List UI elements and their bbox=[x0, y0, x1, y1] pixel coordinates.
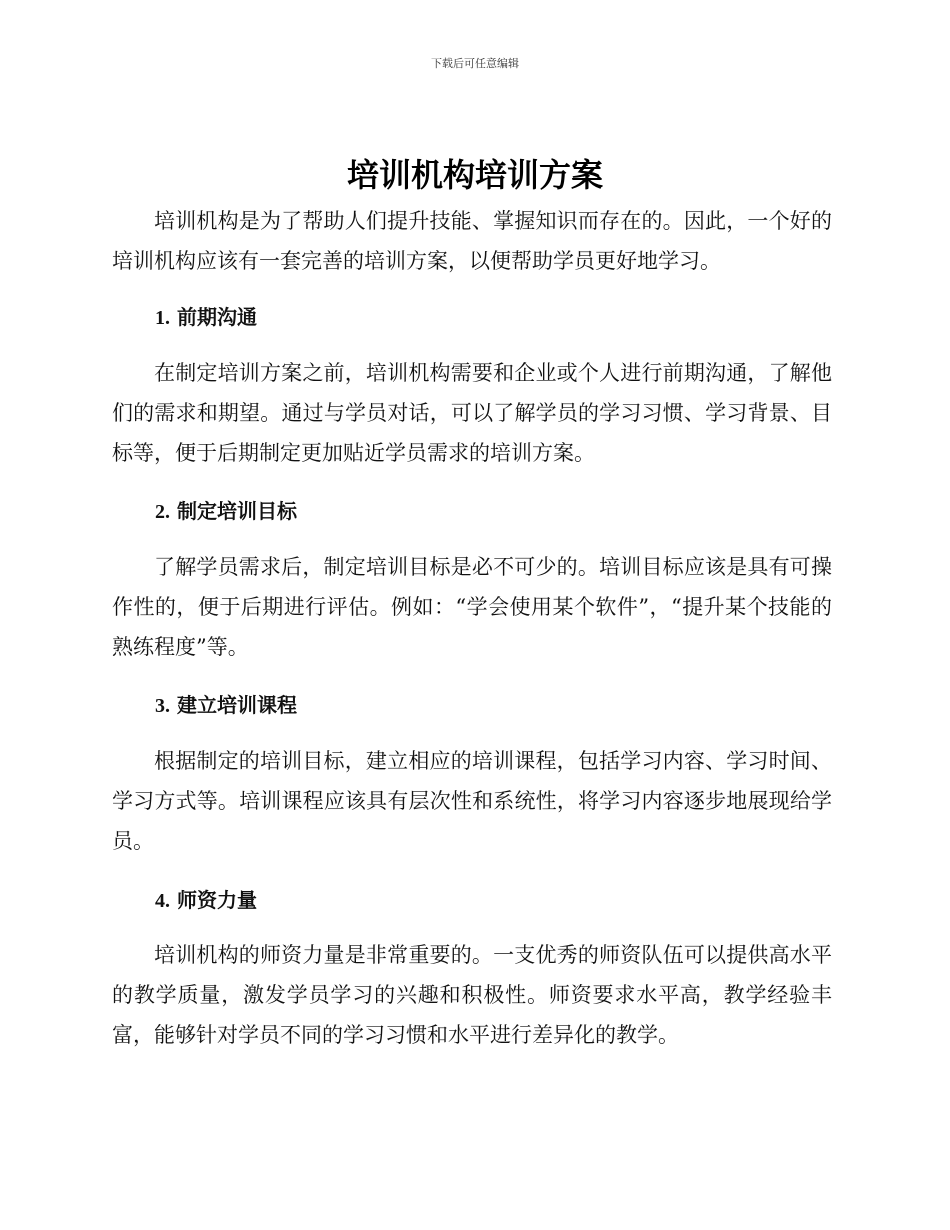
section-body-1: 在制定培训方案之前，培训机构需要和企业或个人进行前期沟通，了解他们的需求和期望。通过与学员对话，可以了解学员的学习习惯、学习背景、目标等，便于后期制定更加贴近学员需求的培训方案。 bbox=[112, 361, 832, 465]
document-title: 培训机构培训方案 bbox=[346, 156, 603, 194]
section-heading-2 bbox=[155, 496, 297, 527]
section-body-2: 了解学员需求后，制定培训目标是必不可少的。培训目标应该是具有可操作性的，便于后期进行评估。例如：“学会使用某个软件”，“提升某个技能的熟练程度”等。 bbox=[112, 555, 832, 659]
section-number: 1. bbox=[155, 307, 170, 329]
section-heading-1 bbox=[155, 302, 257, 333]
intro-paragraph: 培训机构是为了帮助人们提升技能、掌握知识而存在的。因此，一个好的培训机构应该有一套完善的培训方案，以便帮助学员更好地学习。 bbox=[112, 209, 832, 273]
section-number: 3. bbox=[155, 695, 170, 717]
section-heading-3 bbox=[155, 690, 297, 721]
section-number: 4. bbox=[155, 890, 170, 912]
section-title: 前期沟通 bbox=[176, 305, 257, 329]
section-title: 师资力量 bbox=[176, 888, 257, 912]
section-body-4: 培训机构的师资力量是非常重要的。一支优秀的师资队伍可以提供高水平的教学质量，激发学员学习的兴趣和积极性。师资要求水平高，教学经验丰富，能够针对学员不同的学习习惯和水平进行差异化的教学。 bbox=[112, 943, 832, 1047]
section-body-3: 根据制定的培训目标，建立相应的培训课程，包括学习内容、学习时间、学习方式等。培训课程应该具有层次性和系统性，将学习内容逐步地展现给学员。 bbox=[112, 749, 832, 853]
section-heading-4 bbox=[155, 885, 257, 916]
header-note: 下载后可任意编辑 bbox=[431, 57, 519, 70]
section-number: 2. bbox=[155, 501, 170, 523]
section-title: 制定培训目标 bbox=[176, 499, 297, 523]
section-title: 建立培训课程 bbox=[176, 693, 297, 717]
